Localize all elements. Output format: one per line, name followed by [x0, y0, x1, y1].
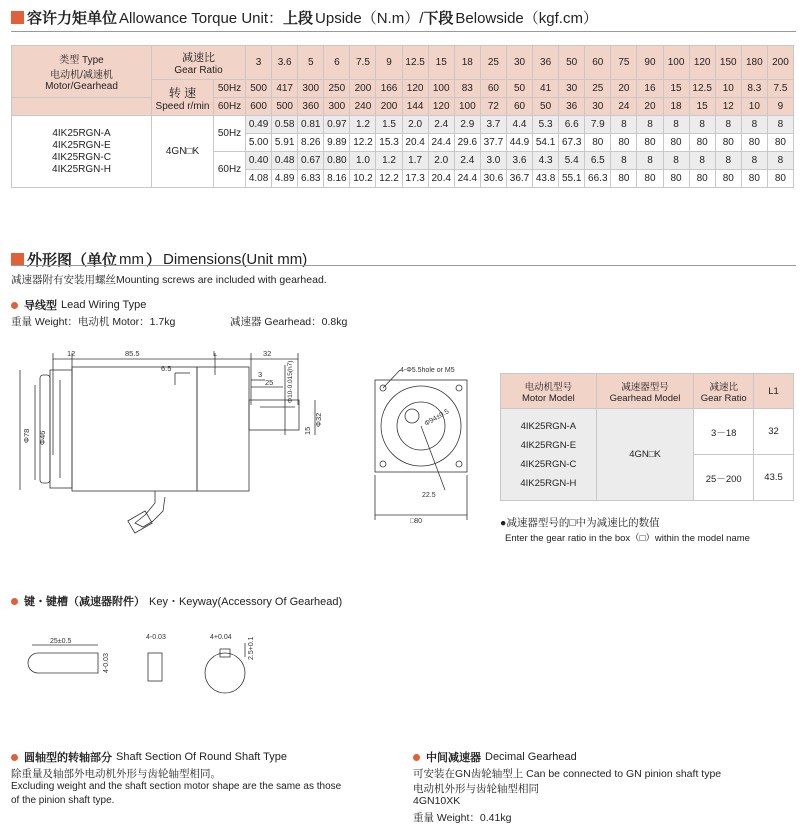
- torque-50hz-kgf-cell: 80: [741, 134, 767, 152]
- ratio-cell: 90: [637, 46, 663, 80]
- torque-60hz-nm-cell: 1.2: [376, 152, 402, 170]
- decimal-title-en: Decimal Gearhead: [485, 751, 577, 763]
- torque-50hz-nm-cell: 4.4: [506, 116, 532, 134]
- speed-60hz-cell: 20: [637, 98, 663, 116]
- ratio-cell: 150: [715, 46, 741, 80]
- ratio-range-2: 25－200: [694, 455, 754, 501]
- svg-text:25±0.5: 25±0.5: [50, 638, 72, 645]
- dims-title-close: ）: [146, 252, 162, 269]
- torque-50hz-nm-cell: 8: [689, 116, 715, 134]
- torque-50hz-nm-cell: 7.9: [585, 116, 611, 134]
- screws-note: 减速器附有安装用螺丝Mounting screws are included with gearhead.: [11, 274, 327, 286]
- decimal-line1: 可安装在GN齿轮轴型上 Can be connected to GN pinion shaft type: [413, 768, 722, 780]
- speed-header: 转 速 Speed r/min: [152, 80, 214, 116]
- speed-50hz-cell: 16: [637, 80, 663, 98]
- torque-50hz-nm-cell: 0.97: [324, 116, 350, 134]
- speed-60hz-cell: 12: [715, 98, 741, 116]
- speed-50hz-cell: 8.3: [741, 80, 767, 98]
- speed-60hz-cell: 50: [533, 98, 559, 116]
- speed-60hz-cell: 360: [298, 98, 324, 116]
- torque-60hz-kgf-cell: 80: [611, 170, 637, 188]
- ratio-cell: 50: [559, 46, 585, 80]
- torque-60hz-nm-cell: 8: [741, 152, 767, 170]
- torque-60hz-kgf-cell: 80: [767, 170, 793, 188]
- ratio-cell: 30: [506, 46, 532, 80]
- torque-60hz-nm-cell: 0.40: [246, 152, 272, 170]
- torque-50hz-kgf-cell: 80: [611, 134, 637, 152]
- dims-title-unit: mm: [119, 251, 145, 268]
- lead-wiring-title: [11, 297, 146, 313]
- torque-60hz-nm-cell: 1.7: [402, 152, 428, 170]
- speed-60hz-cell: 10: [741, 98, 767, 116]
- svg-text:6.5: 6.5: [161, 364, 172, 373]
- round-title-cn: 圆轴型的转轴部分: [24, 752, 112, 764]
- torque-60hz-kgf-cell: 80: [689, 170, 715, 188]
- speed-60hz-cell: 300: [324, 98, 350, 116]
- torque-50hz-nm-cell: 6.6: [559, 116, 585, 134]
- torque-50hz-nm-cell: 3.7: [480, 116, 506, 134]
- speed-50hz-cell: 100: [428, 80, 454, 98]
- speed-50hz-cell: 83: [454, 80, 480, 98]
- ratio-cell: 25: [480, 46, 506, 80]
- ratio-cell: 3.6: [272, 46, 298, 80]
- svg-text:22.5: 22.5: [422, 492, 436, 499]
- torque-60hz-nm-cell: 2.4: [454, 152, 480, 170]
- torque-50hz-kgf-cell: 20.4: [402, 134, 428, 152]
- torque-50hz-nm-cell: 5.3: [533, 116, 559, 134]
- torque-50hz-kgf-cell: 37.7: [480, 134, 506, 152]
- torque-50hz-kgf-cell: 5.91: [272, 134, 298, 152]
- round-shaft-title: [11, 749, 287, 765]
- gearhead-model: 4GN□K: [152, 116, 214, 188]
- speed-50hz-cell: 25: [585, 80, 611, 98]
- torque-50hz-kgf-cell: 15.3: [376, 134, 402, 152]
- ratio-cell: 7.5: [350, 46, 376, 80]
- decimal-line2: 电动机外形与齿轮轴型相同: [413, 783, 539, 795]
- svg-text:Φ10-0.015(h7): Φ10-0.015(h7): [287, 360, 294, 403]
- decimal-gearhead-title: [413, 749, 577, 765]
- torque-title-cn: 容许力矩单位: [27, 10, 118, 27]
- torque-60hz-nm-cell: 8: [637, 152, 663, 170]
- key-title-en: Key・Keyway(Accessory Of Gearhead): [149, 596, 343, 608]
- ratio-cell: 75: [611, 46, 637, 80]
- speed-50hz-label: 50Hz: [214, 80, 246, 98]
- speed-60hz-cell: 15: [689, 98, 715, 116]
- bullet-dot-icon: [11, 302, 18, 309]
- torque-50hz-kgf-cell: 80: [715, 134, 741, 152]
- ratio-cell: 5: [298, 46, 324, 80]
- ratio-cell: 12.5: [402, 46, 428, 80]
- speed-50hz-cell: 7.5: [767, 80, 793, 98]
- motor-model-header: 电动机型号 Motor Model: [501, 374, 597, 409]
- torque-50hz-kgf-cell: 80: [689, 134, 715, 152]
- speed-50hz-cell: 250: [324, 80, 350, 98]
- svg-text:85.5: 85.5: [125, 349, 140, 358]
- weight-motor: 重量 Weight：电动机 Motor：1.7kg: [11, 316, 176, 328]
- torque-50hz-kgf-cell: 5.00: [246, 134, 272, 152]
- speed-50hz-cell: 200: [350, 80, 376, 98]
- bullet-dot-icon: [11, 754, 18, 761]
- model-list: 4IK25RGN-A 4IK25RGN-E 4IK25RGN-C 4IK25RGN-H: [501, 409, 597, 501]
- torque-lower-en: Belowside（kgf.cm）: [455, 10, 598, 27]
- torque-title-en: Allowance Torque Unit：: [119, 10, 283, 27]
- ratio-cell: 15: [428, 46, 454, 80]
- torque-60hz-kgf-cell: 10.2: [350, 170, 376, 188]
- svg-text:25: 25: [265, 378, 274, 387]
- torque-60hz-kgf-cell: 24.4: [454, 170, 480, 188]
- torque-50hz-nm-cell: 0.49: [246, 116, 272, 134]
- svg-text:□80: □80: [410, 518, 423, 525]
- svg-text:Φ46: Φ46: [38, 430, 47, 445]
- torque-60hz-kgf-cell: 36.7: [506, 170, 532, 188]
- l1-value-2: 43.5: [754, 455, 794, 501]
- lead-cn: 导线型: [24, 300, 57, 312]
- svg-text:12: 12: [67, 349, 76, 358]
- round-title-en: Shaft Section Of Round Shaft Type: [116, 751, 288, 763]
- dims-section-title: [11, 249, 307, 270]
- torque-60hz-nm-cell: 8: [715, 152, 741, 170]
- ratio-note-cn: ●减速器型号的□中为减速比的数值: [500, 517, 660, 529]
- bullet-dot-icon: [11, 598, 18, 605]
- torque-50hz-nm-cell: 8: [663, 116, 689, 134]
- torque-60hz-kgf-cell: 4.08: [246, 170, 272, 188]
- type-header-pad: [12, 98, 152, 116]
- gear-ratio-header: 减速比 Gear Ratio: [152, 46, 246, 80]
- torque-60hz-nm-cell: 4.3: [533, 152, 559, 170]
- ratio-range-1: 3－18: [694, 409, 754, 455]
- torque-60hz-nm-cell: 0.80: [324, 152, 350, 170]
- l1-value-1: 32: [754, 409, 794, 455]
- torque-50hz-kgf-cell: 67.3: [559, 134, 585, 152]
- l1-header: L1: [754, 374, 794, 409]
- speed-60hz-cell: 100: [454, 98, 480, 116]
- torque-table: [11, 45, 794, 188]
- torque-60hz-kgf-cell: 30.6: [480, 170, 506, 188]
- torque-60hz-kgf-cell: 80: [637, 170, 663, 188]
- speed-60hz-cell: 240: [350, 98, 376, 116]
- torque-50hz-nm-cell: 1.5: [376, 116, 402, 134]
- svg-text:4-0.03: 4-0.03: [103, 653, 110, 673]
- speed-50hz-cell: 50: [506, 80, 532, 98]
- torque-50hz-kgf-cell: 80: [767, 134, 793, 152]
- torque-50hz-nm-cell: 2.9: [454, 116, 480, 134]
- torque-60hz-nm-cell: 8: [663, 152, 689, 170]
- speed-50hz-cell: 300: [298, 80, 324, 98]
- speed-60hz-cell: 30: [585, 98, 611, 116]
- divider: [11, 265, 796, 266]
- ratio-cell: 100: [663, 46, 689, 80]
- torque-60hz-kgf-cell: 55.1: [559, 170, 585, 188]
- speed-60hz-cell: 24: [611, 98, 637, 116]
- motor-side-drawing: [15, 345, 335, 535]
- speed-50hz-cell: 15: [663, 80, 689, 98]
- ratio-cell: 36: [533, 46, 559, 80]
- torque-60hz-kgf-cell: 4.89: [272, 170, 298, 188]
- round-line1: 除重量及轴部外电动机外形与齿轮轴型相同。: [11, 768, 221, 780]
- model-table: [500, 373, 794, 501]
- torque-50hz-kgf-cell: 24.4: [428, 134, 454, 152]
- ratio-cell: 200: [767, 46, 793, 80]
- speed-60hz-cell: 144: [402, 98, 428, 116]
- torque-60hz-nm-cell: 0.67: [298, 152, 324, 170]
- speed-60hz-label: 60Hz: [214, 98, 246, 116]
- type-header: 类型 Type 电动机/减速机 Motor/Gearhead: [12, 46, 152, 98]
- svg-text:32: 32: [263, 349, 272, 358]
- speed-50hz-cell: 41: [533, 80, 559, 98]
- torque-60hz-nm-cell: 2.0: [428, 152, 454, 170]
- speed-60hz-cell: 60: [506, 98, 532, 116]
- speed-60hz-cell: 500: [272, 98, 298, 116]
- torque-60hz-nm-cell: 6.5: [585, 152, 611, 170]
- dims-title-cn: 外形图（单位: [27, 252, 118, 269]
- ratio-cell: 60: [585, 46, 611, 80]
- key-drawing: [20, 625, 280, 705]
- divider: [11, 31, 796, 32]
- weight-gearhead: 减速器 Gearhead：0.8kg: [230, 316, 348, 328]
- torque-50hz-kgf-cell: 80: [663, 134, 689, 152]
- dims-title-en: Dimensions(Unit mm): [163, 251, 308, 268]
- torque-60hz-kgf-cell: 80: [741, 170, 767, 188]
- torque-60hz-nm-cell: 3.0: [480, 152, 506, 170]
- torque-50hz-nm-cell: 8: [715, 116, 741, 134]
- speed-50hz-cell: 60: [480, 80, 506, 98]
- model-list: 4IK25RGN-A 4IK25RGN-E 4IK25RGN-C 4IK25RGN-H: [12, 116, 152, 188]
- torque-50hz-kgf-cell: 8.26: [298, 134, 324, 152]
- torque-50hz-kgf-cell: 44.9: [506, 134, 532, 152]
- torque-50hz-kgf-cell: 80: [585, 134, 611, 152]
- decimal-line4: 重量 Weight：0.41kg: [413, 812, 512, 824]
- speed-50hz-cell: 166: [376, 80, 402, 98]
- torque-60hz-kgf-cell: 8.16: [324, 170, 350, 188]
- ratio-cell: 180: [741, 46, 767, 80]
- torque-50hz-nm-cell: 2.0: [402, 116, 428, 134]
- torque-50hz-nm-cell: 0.58: [272, 116, 298, 134]
- speed-60hz-cell: 18: [663, 98, 689, 116]
- speed-50hz-cell: 10: [715, 80, 741, 98]
- gear-ratio-header: 减速比 Gear Ratio: [694, 374, 754, 409]
- svg-text:Φ78: Φ78: [22, 428, 31, 443]
- decimal-title-cn: 中间减速器: [426, 752, 481, 764]
- round-line3: of the pinion shaft type.: [11, 795, 115, 806]
- round-line2: Excluding weight and the shaft section motor shape are the same as those: [11, 781, 342, 792]
- svg-text:Φ32: Φ32: [314, 412, 323, 427]
- gearhead-model-header: 减速器型号 Gearhead Model: [596, 374, 694, 409]
- torque-60hz-nm-cell: 8: [767, 152, 793, 170]
- torque-50hz-kgf-cell: 29.6: [454, 134, 480, 152]
- gearhead-model: 4GN□K: [596, 409, 694, 501]
- bullet-dot-icon: [413, 754, 420, 761]
- torque-60hz-label: 60Hz: [214, 152, 246, 188]
- torque-50hz-nm-cell: 8: [741, 116, 767, 134]
- ratio-note-en: Enter the gear ratio in the box（□）within the model name: [505, 533, 750, 544]
- key-title-cn: 键・键槽（减速器附件）: [24, 596, 145, 608]
- svg-text:15: 15: [303, 426, 312, 435]
- speed-50hz-cell: 120: [402, 80, 428, 98]
- ratio-cell: 18: [454, 46, 480, 80]
- motor-front-drawing: [360, 360, 490, 525]
- torque-60hz-kgf-cell: 43.8: [533, 170, 559, 188]
- torque-upper-en: Upside（N.m）/: [315, 10, 424, 27]
- key-title: [11, 593, 342, 609]
- torque-50hz-nm-cell: 2.4: [428, 116, 454, 134]
- torque-50hz-label: 50Hz: [214, 116, 246, 152]
- ratio-cell: 3: [246, 46, 272, 80]
- torque-section-title: [11, 7, 598, 28]
- svg-text:3: 3: [258, 370, 263, 379]
- lead-en: Lead Wiring Type: [61, 299, 147, 311]
- svg-text:4-0.03: 4-0.03: [146, 634, 166, 641]
- torque-60hz-kgf-cell: 6.83: [298, 170, 324, 188]
- speed-60hz-cell: 36: [559, 98, 585, 116]
- svg-text:Φ94±0.5: Φ94±0.5: [423, 408, 451, 428]
- speed-60hz-cell: 200: [376, 98, 402, 116]
- decimal-line3: 4GN10XK: [413, 795, 461, 807]
- torque-60hz-kgf-cell: 17.3: [402, 170, 428, 188]
- torque-50hz-nm-cell: 8: [767, 116, 793, 134]
- speed-60hz-cell: 120: [428, 98, 454, 116]
- ratio-cell: 120: [689, 46, 715, 80]
- torque-60hz-nm-cell: 0.48: [272, 152, 298, 170]
- torque-60hz-kgf-cell: 66.3: [585, 170, 611, 188]
- torque-50hz-kgf-cell: 54.1: [533, 134, 559, 152]
- speed-50hz-cell: 500: [246, 80, 272, 98]
- ratio-cell: 6: [324, 46, 350, 80]
- torque-50hz-kgf-cell: 12.2: [350, 134, 376, 152]
- speed-50hz-cell: 12.5: [689, 80, 715, 98]
- torque-upper-cn: 上段: [283, 10, 314, 27]
- torque-lower-cn: 下段: [423, 10, 454, 27]
- ratio-cell: 9: [376, 46, 402, 80]
- speed-50hz-cell: 417: [272, 80, 298, 98]
- speed-50hz-cell: 20: [611, 80, 637, 98]
- torque-60hz-nm-cell: 1.0: [350, 152, 376, 170]
- torque-50hz-nm-cell: 0.81: [298, 116, 324, 134]
- torque-60hz-nm-cell: 8: [611, 152, 637, 170]
- svg-text:4+0.04: 4+0.04: [210, 634, 232, 641]
- torque-60hz-kgf-cell: 80: [715, 170, 741, 188]
- torque-60hz-nm-cell: 8: [689, 152, 715, 170]
- torque-60hz-kgf-cell: 80: [663, 170, 689, 188]
- torque-50hz-nm-cell: 1.2: [350, 116, 376, 134]
- torque-60hz-nm-cell: 5.4: [559, 152, 585, 170]
- torque-50hz-kgf-cell: 80: [637, 134, 663, 152]
- torque-60hz-kgf-cell: 20.4: [428, 170, 454, 188]
- section-square-icon: [11, 11, 24, 24]
- svg-text:2.5+0.1: 2.5+0.1: [248, 636, 255, 660]
- torque-50hz-nm-cell: 8: [611, 116, 637, 134]
- speed-60hz-cell: 600: [246, 98, 272, 116]
- torque-60hz-nm-cell: 3.6: [506, 152, 532, 170]
- svg-text:4-Φ5.5hole or M5: 4-Φ5.5hole or M5: [400, 367, 455, 374]
- torque-50hz-nm-cell: 8: [637, 116, 663, 134]
- speed-60hz-cell: 72: [480, 98, 506, 116]
- speed-60hz-cell: 9: [767, 98, 793, 116]
- speed-50hz-cell: 30: [559, 80, 585, 98]
- svg-text:L: L: [213, 349, 218, 358]
- torque-60hz-kgf-cell: 12.2: [376, 170, 402, 188]
- torque-50hz-kgf-cell: 9.89: [324, 134, 350, 152]
